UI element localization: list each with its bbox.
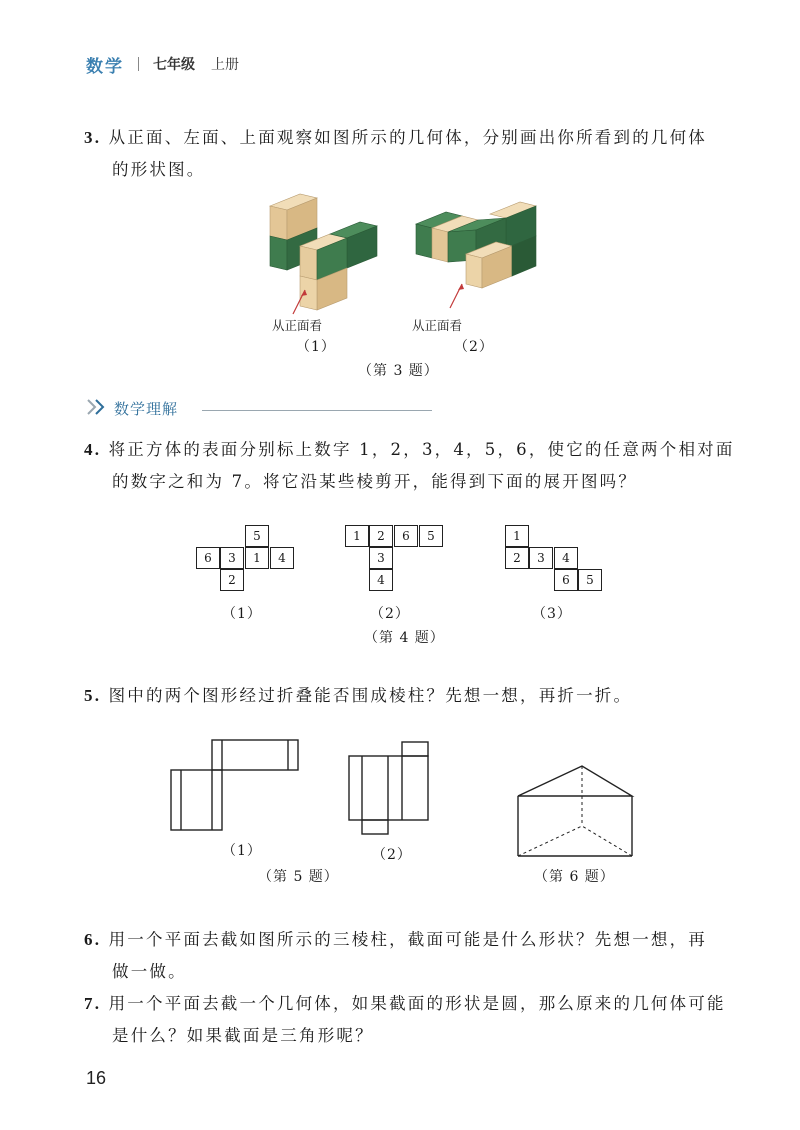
q6-line2: 做一做。 (112, 962, 187, 981)
header-subject: 数学 (86, 56, 124, 77)
net1-cell: 3 (220, 547, 244, 569)
section-title: 数学理解 (114, 400, 179, 418)
net3-cell: 1 (505, 525, 529, 547)
q5-fig1-label: （1） (222, 843, 262, 859)
q4-net2-label: （2） (370, 606, 410, 622)
running-header (86, 52, 239, 76)
q3-fig2-view-label: 从正面看 (412, 318, 463, 333)
q6-number: 6. (84, 930, 102, 949)
net3-cell: 6 (554, 569, 578, 591)
q5-text-1: 图中的两个图形经过折叠能否围成棱柱？先想一想，再折一折。 (108, 686, 633, 705)
q6-text-1: 用一个平面去截如图所示的三棱柱，截面可能是什么形状？先想一想，再 (108, 930, 708, 949)
page-number: 16 (86, 1068, 107, 1088)
net3-cell: 3 (529, 547, 553, 569)
net2-cell: 4 (369, 569, 393, 591)
q3-line1 (84, 124, 707, 148)
q6-caption: （第 6 题） (534, 869, 615, 885)
q5-number: 5. (84, 686, 102, 705)
q4-line2: 的数字之和为 7。将它沿某些棱剪开，能得到下面的展开图吗？ (112, 472, 638, 491)
q7-line2: 是什么？如果截面是三角形呢？ (112, 1026, 374, 1045)
q6-figure-prism (514, 762, 638, 862)
net1-cell: 6 (196, 547, 220, 569)
net3-cell: 4 (554, 547, 578, 569)
q5-caption: （第 5 题） (258, 869, 339, 885)
q3-fig2-label: （2） (454, 339, 494, 355)
net2-cell: 3 (369, 547, 393, 569)
header-grade: 七年级 (153, 57, 195, 73)
q5-figure-2-net (346, 740, 432, 838)
net3-cell: 2 (505, 547, 529, 569)
q5-fig2-label: （2） (372, 847, 412, 863)
net1-cell: 2 (220, 569, 244, 591)
q4-number: 4. (84, 440, 102, 459)
q5-figure-1-net (168, 736, 304, 834)
q3-line2: 的形状图。 (112, 160, 206, 179)
q4-line1 (84, 436, 735, 460)
q3-figure-1-cubes (255, 186, 385, 316)
section-rule (202, 410, 432, 411)
q6-line1 (84, 926, 707, 950)
net1-cell: 4 (270, 547, 294, 569)
header-divider (138, 57, 139, 71)
net2-cell: 6 (394, 525, 418, 547)
q5-line1 (84, 682, 632, 706)
q4-text-1: 将正方体的表面分别标上数字 1，2，3，4，5，6，使它的任意两个相对面 (108, 440, 735, 459)
net2-cell: 1 (345, 525, 369, 547)
q3-figure-2-cubes (410, 196, 550, 316)
net2-cell: 5 (419, 525, 443, 547)
header-volume: 上册 (211, 57, 239, 73)
q3-text-1: 从正面、左面、上面观察如图所示的几何体，分别画出你所看到的几何体 (108, 128, 708, 147)
q3-fig1-label: （1） (296, 339, 336, 355)
q3-fig1-view-label: 从正面看 (272, 318, 323, 333)
q7-number: 7. (84, 994, 102, 1013)
net1-cell: 5 (245, 525, 269, 547)
net3-cell: 5 (578, 569, 602, 591)
section-chevron-icon (86, 396, 110, 418)
q7-line1 (84, 990, 726, 1014)
q3-caption: （第 3 题） (358, 363, 439, 379)
q3-number: 3. (84, 128, 102, 147)
q4-net3-label: （3） (532, 606, 572, 622)
q7-text-1: 用一个平面去截一个几何体，如果截面的形状是圆，那么原来的几何体可能 (108, 994, 726, 1013)
net1-cell: 1 (245, 547, 269, 569)
q4-caption: （第 4 题） (364, 630, 445, 646)
net2-cell: 2 (369, 525, 393, 547)
q4-net1-label: （1） (222, 606, 262, 622)
